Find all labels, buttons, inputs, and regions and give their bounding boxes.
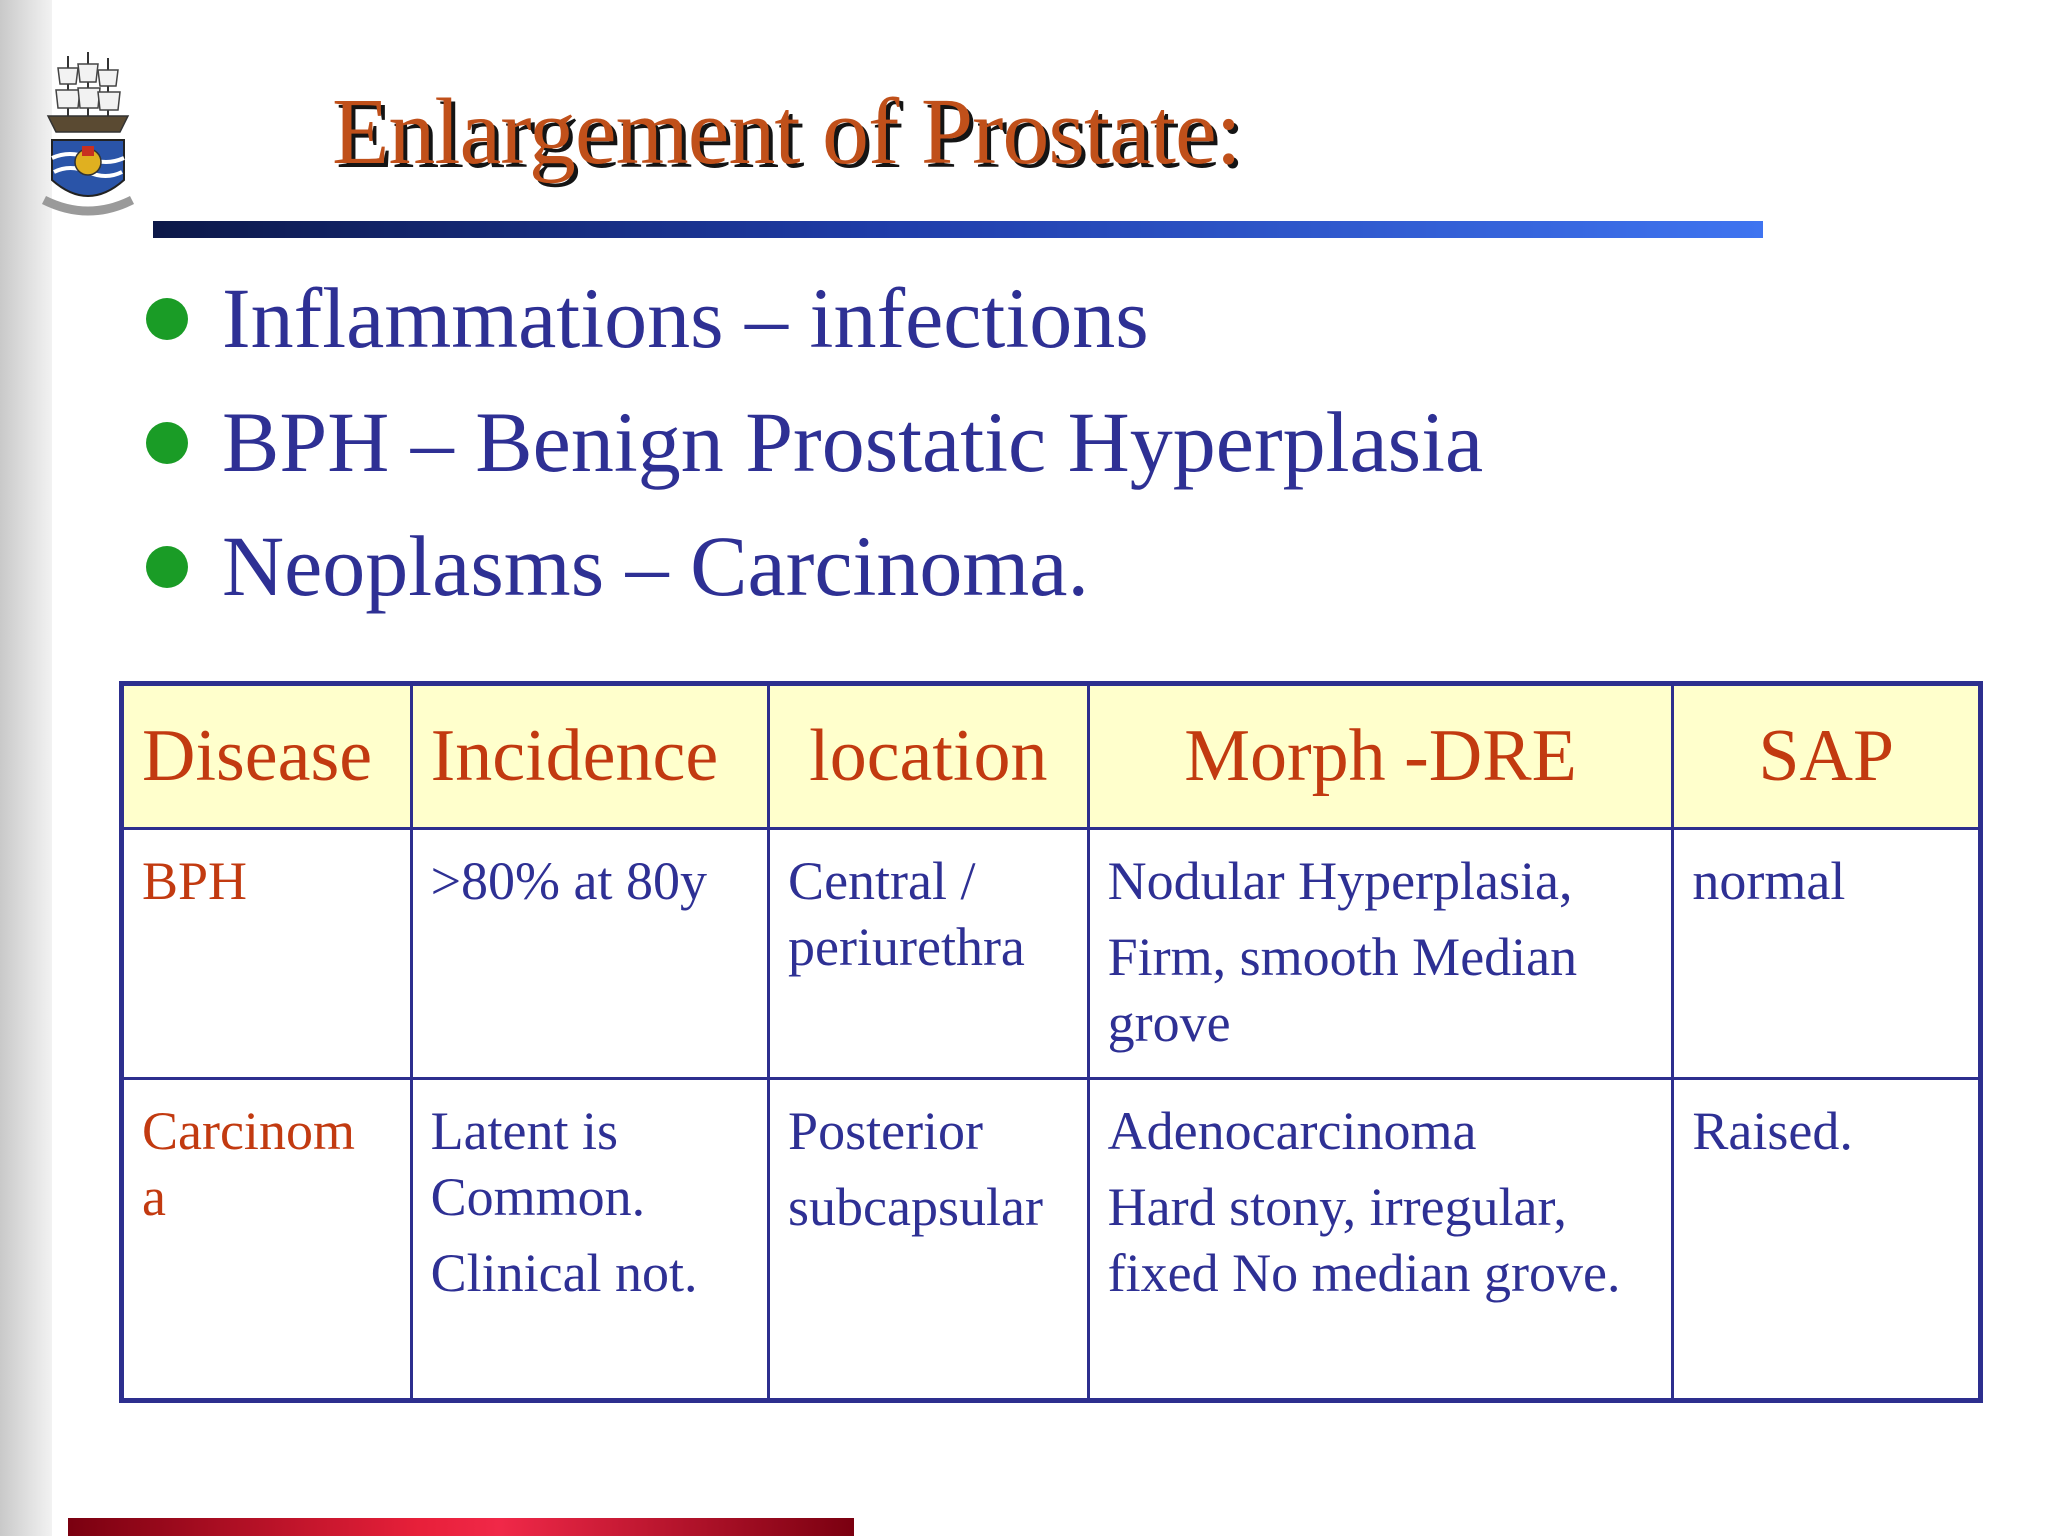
title-underline-bar [153, 221, 1763, 238]
cell-text: Central / [788, 851, 976, 911]
cell-text: Raised. [1692, 1101, 1853, 1161]
cell-text: grove [1107, 993, 1231, 1053]
cell-incidence [411, 1079, 768, 1401]
left-gradient-band [0, 0, 52, 1536]
cell-text: subcapsular [788, 1177, 1043, 1237]
cell-text: normal [1692, 851, 1846, 911]
cell-incidence [411, 829, 768, 1079]
cell-disease [122, 1079, 412, 1401]
bullet-item [140, 262, 1483, 386]
table-row [122, 829, 1981, 1079]
bullet-dot-icon [146, 546, 188, 588]
table-header-row [122, 684, 1981, 829]
cell-morph [1088, 1079, 1673, 1401]
bullet-list [140, 262, 1483, 634]
header-sap: SAP [1673, 684, 1981, 829]
cell-location [769, 829, 1089, 1079]
header-morph-dre: Morph -DRE [1088, 684, 1673, 829]
cell-text: Firm, smooth Median [1107, 927, 1578, 987]
slide-title: Enlargement of Prostate: [332, 80, 1241, 184]
cell-text: fixed No median grove. [1107, 1243, 1621, 1303]
cell-text: Adenocarcinoma [1107, 1101, 1477, 1161]
cell-sap [1673, 1079, 1981, 1401]
bullet-text: Neoplasms – Carcinoma. [222, 518, 1089, 614]
table-row [122, 1079, 1981, 1401]
bullet-dot-icon [146, 422, 188, 464]
cell-text: periurethra [788, 917, 1025, 977]
cell-text: Posterior [788, 1101, 984, 1161]
cell-text: BPH [142, 851, 248, 911]
cell-text: >80% at 80y [430, 851, 708, 911]
header-location: location [769, 684, 1089, 829]
bullet-item [140, 386, 1483, 510]
header-incidence: Incidence [411, 684, 768, 829]
bullet-item [140, 510, 1483, 634]
bullet-dot-icon [146, 298, 188, 340]
cell-morph [1088, 829, 1673, 1079]
cell-sap [1673, 829, 1981, 1079]
cell-location [769, 1079, 1089, 1401]
bullet-text: Inflammations – infections [222, 270, 1149, 366]
cell-disease [122, 829, 412, 1079]
bullet-text: BPH – Benign Prostatic Hyperplasia [222, 394, 1484, 490]
cell-text: Hard stony, irregular, [1107, 1177, 1567, 1237]
university-crest-logo [38, 50, 138, 226]
header-disease: Disease [122, 684, 412, 829]
comparison-table [119, 681, 1983, 1403]
cell-text: Carcinom [142, 1101, 355, 1161]
cell-text: Common. [430, 1167, 646, 1227]
cell-text: Nodular Hyperplasia, [1107, 851, 1573, 911]
cell-text: Latent is [430, 1101, 619, 1161]
bottom-accent-bar [68, 1518, 854, 1536]
cell-text: a [142, 1167, 166, 1227]
cell-text: Clinical not. [430, 1243, 698, 1303]
